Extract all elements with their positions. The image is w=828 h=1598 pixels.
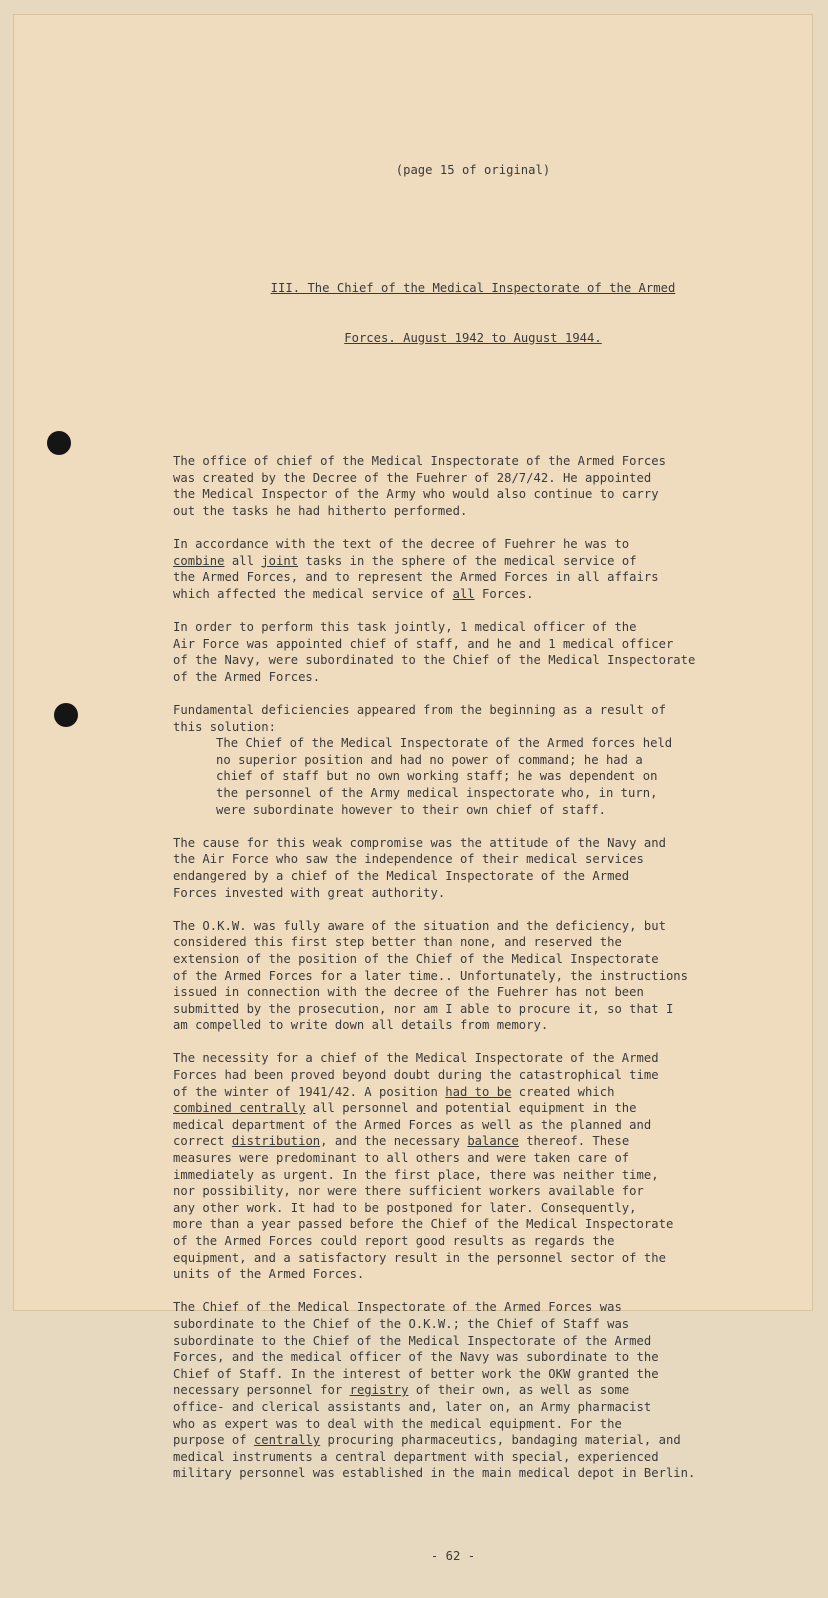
text-line: The office of chief of the Medical Inspectorate of the Armed Forces	[173, 454, 666, 469]
text-span: , and the necessary	[320, 1134, 468, 1149]
text-span: necessary personnel for	[173, 1383, 350, 1398]
text-line: Forces invested with great authority.	[173, 885, 446, 900]
page-number: - 62 -	[430, 1549, 476, 1564]
section-title	[173, 247, 773, 380]
text-line: Forces, and the medical officer of the Navy was subordinate to the	[173, 1350, 659, 1365]
text-line: any other work. It had to be postponed for later. Consequently,	[173, 1200, 637, 1215]
text-line: of the Armed Forces for a later time.. Unfortunately, the instructions	[173, 968, 689, 983]
underlined-text: centrally	[253, 1433, 321, 1448]
text-span: purpose of	[173, 1433, 254, 1448]
text-line: issued in connection with the decree of the Fuehrer has not been	[173, 985, 644, 1000]
text-line: Chief of Staff. In the interest of better work the OKW granted the	[173, 1366, 659, 1381]
text-line: immediately as urgent. In the first place, there was neither time,	[173, 1167, 659, 1182]
text-span: procuring pharmaceutics, bandaging material, and	[320, 1433, 681, 1448]
text-line: In accordance with the text of the decree of Fuehrer he was to	[173, 537, 630, 552]
underlined-text: combine	[173, 553, 225, 568]
text-line	[173, 1084, 785, 1101]
text-line: measures were predominant to all others and were taken care of	[173, 1151, 630, 1166]
underlined-text: combined centrally	[173, 1101, 306, 1116]
text-line: The cause for this weak compromise was the attitude of the Navy and	[173, 835, 666, 850]
text-line: no superior position and had no power of command; he had a	[216, 752, 643, 767]
text-line: Forces had been proved beyond doubt during the catastrophical time	[173, 1068, 659, 1083]
text-line	[173, 1432, 785, 1449]
text-line: endangered by a chief of the Medical Inspectorate of the Armed	[173, 868, 630, 883]
original-page-reference: (page 15 of original)	[395, 163, 551, 178]
text-span: Forces.	[474, 586, 534, 601]
text-line: of the Armed Forces could report good results as regards the	[173, 1234, 615, 1248]
underlined-text: balance	[467, 1134, 519, 1149]
underlined-text: had to be	[445, 1084, 512, 1099]
underlined-text: registry	[349, 1383, 409, 1398]
text-line: chief of staff but no own working staff; he was dependent on	[216, 769, 658, 784]
text-line: out the tasks he had hitherto performed.	[173, 503, 468, 518]
paragraph	[173, 453, 785, 519]
paragraph	[173, 1299, 785, 1482]
punch-hole	[54, 703, 78, 727]
text-span: all	[224, 553, 262, 568]
text-line: this solution:	[173, 719, 277, 734]
text-line: considered this first step better than none, and reserved the	[173, 935, 622, 950]
text-line: office- and clerical assistants and, later on, an Army pharmacist	[173, 1399, 652, 1414]
text-line: medical department of the Armed Forces as well as the planned and	[173, 1117, 652, 1132]
text-line	[173, 1100, 785, 1117]
text-span: of their own, as well as some	[408, 1383, 630, 1398]
paragraph	[173, 835, 785, 901]
paragraph	[173, 1050, 785, 1282]
paragraph	[173, 619, 785, 685]
text-line: Fundamental deficiencies appeared from the beginning as a result of	[173, 703, 666, 717]
text-line: am compelled to write down all details from memory.	[173, 1018, 549, 1033]
text-span: tasks in the sphere of the medical service of	[298, 553, 637, 568]
text-line: the Armed Forces, and to represent the Armed Forces in all affairs	[173, 570, 659, 585]
paragraph	[173, 702, 785, 818]
paragraph	[173, 918, 785, 1034]
text-line: more than a year passed before the Chief of the Medical Inspectorate	[173, 1217, 674, 1232]
underlined-text: distribution	[231, 1134, 321, 1149]
text-line: of the Navy, were subordinated to the Chief of the Medical Inspectorate	[173, 653, 696, 668]
text-line: the Medical Inspector of the Army who would also continue to carry	[173, 487, 659, 502]
paragraphs	[173, 453, 785, 1482]
text-span: of the winter of 1941/42. A position	[173, 1084, 446, 1099]
underlined-text: joint	[261, 553, 299, 568]
punch-hole	[47, 431, 71, 455]
text-line: The Chief of the Medical Inspectorate of the Armed forces held	[216, 736, 673, 751]
text-line: who as expert was to deal with the medical equipment. For the	[173, 1416, 622, 1431]
text-span: thereof. These	[518, 1134, 630, 1149]
text-line: submitted by the prosecution, nor am I able to procure it, so that I	[173, 1001, 674, 1016]
text-line: The necessity for a chief of the Medical Inspectorate of the Armed	[173, 1051, 659, 1066]
text-line: Air Force was appointed chief of staff, and he and 1 medical officer	[173, 636, 674, 651]
text-line	[173, 553, 785, 570]
text-line: nor possibility, nor were there sufficient workers available for	[173, 1184, 644, 1199]
text-line	[173, 1382, 785, 1399]
text-line: subordinate to the Chief of the Medical Inspectorate of the Armed	[173, 1333, 652, 1348]
title-line: Forces. August 1942 to August 1944.	[344, 330, 602, 345]
text-line: The O.K.W. was fully aware of the situation and the deficiency, but	[173, 918, 666, 933]
text-span: all personnel and potential equipment in the	[305, 1101, 637, 1116]
text-line: the personnel of the Army medical inspectorate who, in turn,	[216, 785, 658, 800]
indented-block	[173, 735, 785, 818]
text-span: which affected the medical service of	[173, 586, 453, 601]
text-line: were subordinate however to their own chief of staff.	[216, 802, 606, 817]
document-page	[13, 14, 813, 1564]
text-line: medical instruments a central department with special, experienced	[173, 1449, 659, 1464]
text-line: was created by the Decree of the Fuehrer of 28/7/42. He appointed	[173, 470, 652, 485]
text-line: extension of the position of the Chief of the Medical Inspectorate	[173, 951, 659, 966]
underlined-text: all	[452, 586, 475, 601]
text-line: of the Armed Forces.	[173, 669, 321, 684]
text-line: subordinate to the Chief of the O.K.W.; the Chief of Staff was	[173, 1316, 630, 1331]
text-span: created which	[511, 1084, 615, 1099]
text-span: correct	[173, 1134, 232, 1149]
text-line: equipment, and a satisfactory result in the personnel sector of the	[173, 1250, 666, 1265]
text-line	[173, 586, 785, 603]
text-line: units of the Armed Forces.	[173, 1267, 365, 1282]
text-line: The Chief of the Medical Inspectorate of the Armed Forces was	[173, 1300, 622, 1315]
document-body	[173, 129, 785, 1598]
text-line	[173, 1133, 785, 1150]
text-line: In order to perform this task jointly, 1 medical officer of the	[173, 620, 637, 635]
text-line: military personnel was established in the main medical depot in Berlin.	[173, 1466, 696, 1481]
paragraph	[173, 536, 785, 602]
text-line: the Air Force who saw the independence of their medical services	[173, 852, 644, 867]
title-line: III. The Chief of the Medical Inspectorate of the Armed	[270, 280, 676, 295]
